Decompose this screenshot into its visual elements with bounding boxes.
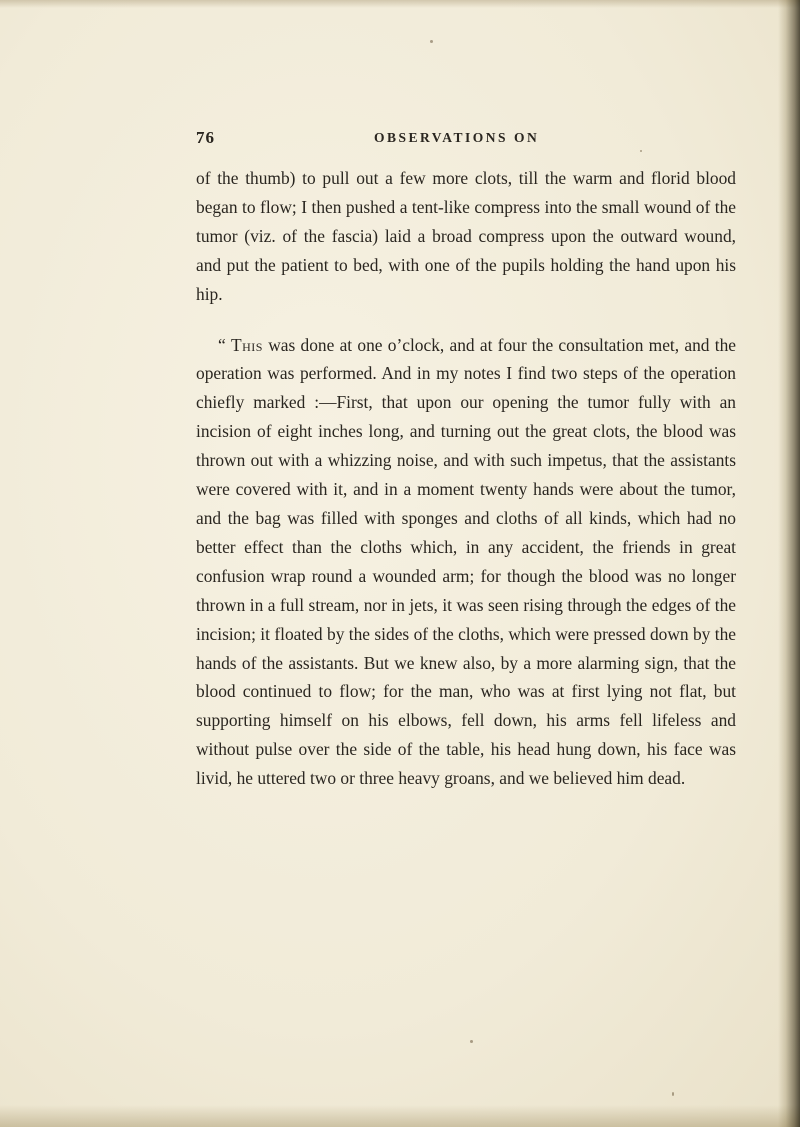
page-bottom-edge — [0, 1105, 800, 1127]
page-number: 76 — [196, 128, 215, 147]
running-head: OBSERVATIONS ON — [374, 130, 540, 145]
paragraph-2 — [196, 331, 736, 794]
paragraph-1: of the thumb) to pull out a few more clots, till the warm and florid blood began to flow; I then pushed a tent-like compress into the small wound of the tumor (viz. of the fascia) laid a broad compress upon the outward wound, and put the patient to bed, with one of the pupils holding the hand upon his hip. — [196, 168, 736, 304]
paper-speck — [672, 1092, 674, 1096]
open-quote: “ — [218, 334, 231, 355]
paragraph-2-text: was done at one o’clock, and at four the consultation met, and the operation was performed. And in my notes I find two steps of the operation chiefly marked :—First, that upon our opening the tumor fully with an incision of eight inches long, and turning out the great clots, the blood was thrown out with a whizzing noise, and with such impetus, that the assistants were covered with it, and in a moment twenty hands were about the tumor, and the bag was filled with sponges and cloths of all kinds, which had no better effect than the cloths which, in any accident, the friends in great confusion wrap round a wounded arm; for though the blood was no longer thrown in a full stream, nor in jets, it was seen rising through the edges of the incision; it floated by the sides of the cloths, which were pressed down by the hands of the assistants. But we knew also, by a more alarming sign, that the blood continued to flow; for the man, who was at first lying not flat, but supporting himself on his elbows, fell down, his arms fell lifeless and without pulse over the side of the table, his head hung down, his face was livid, he uttered two or three heavy groans, and we believed him dead. — [196, 334, 736, 789]
body-text — [196, 164, 736, 793]
paper-speck — [640, 150, 642, 152]
page-header — [196, 128, 736, 150]
page-spine-shadow — [778, 0, 800, 1127]
paper-speck — [470, 1040, 473, 1043]
paragraph-2-first-word: This — [230, 334, 263, 355]
page-top-edge — [0, 0, 800, 8]
paper-speck — [430, 40, 433, 43]
